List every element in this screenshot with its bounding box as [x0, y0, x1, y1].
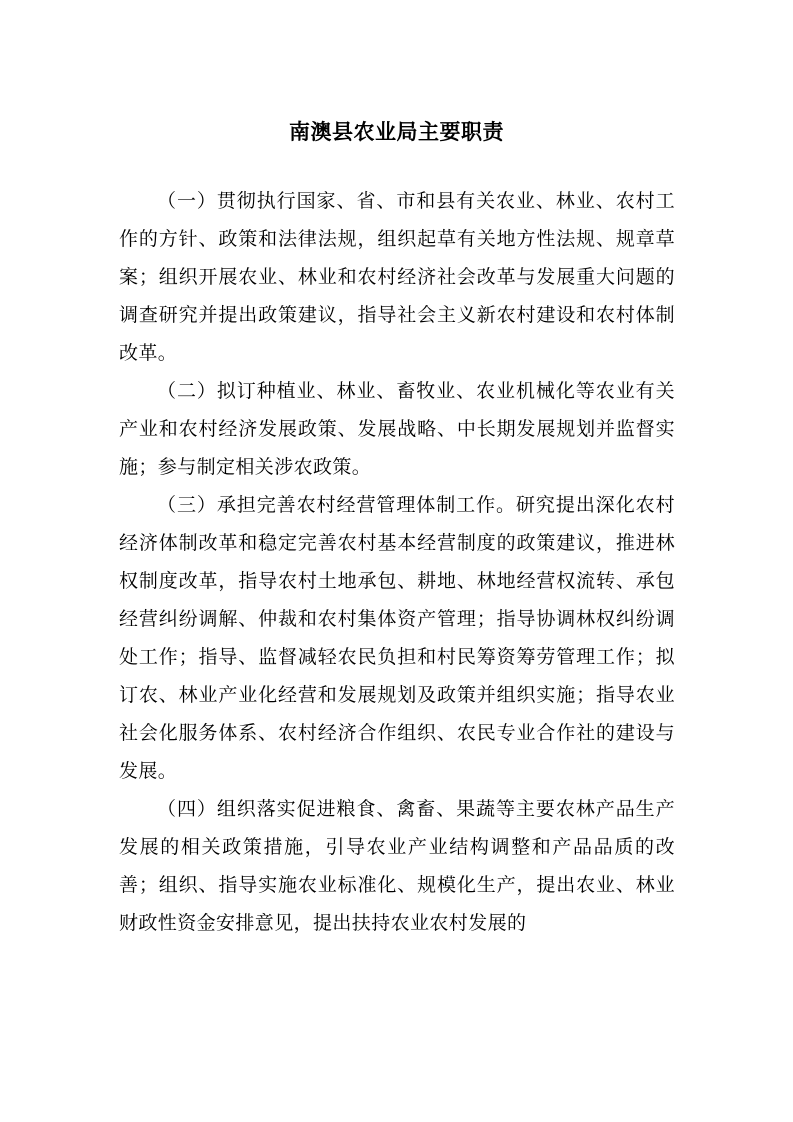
paragraph-2: （二）拟订种植业、林业、畜牧业、农业机械化等农业有关产业和农村经济发展政策、发展战略、中长期发展规划并监督实施；参与制定相关涉农政策。	[119, 380, 675, 478]
document-title: 南澳县农业局主要职责	[289, 119, 504, 145]
paragraph-4: （四）组织落实促进粮食、禽畜、果蔬等主要农林产品生产发展的相关政策措施，引导农业产业结构调整和产品品质的改善；组织、指导实施农业标准化、规模化生产，提出农业、林业财政性资金安排意见，提出扶持农业农村发展的	[119, 798, 675, 934]
paragraph-3: （三）承担完善农村经营管理体制工作。研究提出深化农村经济体制改革和稳定完善农村基本经营制度的政策建议，推进林权制度改革，指导农村土地承包、耕地、林地经营权流转、承包经营纠纷调解、仲裁和农村集体资产管理；指导协调林权纠纷调处工作；指导、监督减轻农民负担和村民筹资筹劳管理工作；拟订农、林业产业化经营和发展规划及政策并组织实施；指导农业社会化服务体系、农村经济合作组织、农民专业合作社的建设与发展。	[119, 494, 675, 782]
paragraph-1: （一）贯彻执行国家、省、市和县有关农业、林业、农村工作的方针、政策和法律法规，组织起草有关地方性法规、规章草案；组织开展农业、林业和农村经济社会改革与发展重大问题的调查研究并提出政策建议，指导社会主义新农村建设和农村体制改革。	[119, 190, 675, 364]
document-body	[119, 182, 675, 942]
